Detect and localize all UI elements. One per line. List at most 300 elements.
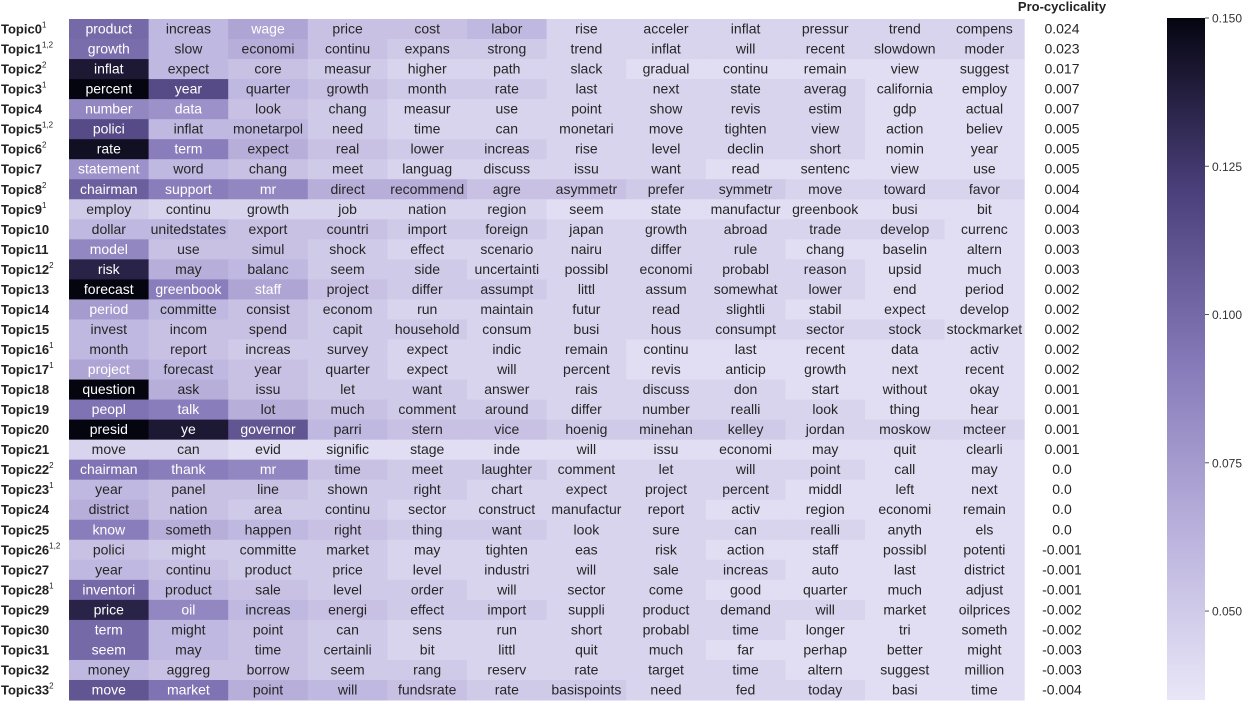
- cell-word: realli: [730, 401, 761, 418]
- topic-label: Topic30: [1, 622, 50, 638]
- cell-word: governor: [240, 421, 296, 438]
- cell-word: risk: [655, 541, 677, 558]
- cell-word: hous: [650, 320, 682, 337]
- cell-word: issu: [255, 381, 281, 398]
- cell-word: lower: [808, 280, 842, 297]
- cell-word: monetari: [559, 120, 614, 137]
- cell-word: someth: [165, 521, 212, 538]
- cell-word: probabl: [642, 621, 690, 638]
- cell-word: chairman: [80, 461, 138, 478]
- cell-word: start: [811, 381, 839, 398]
- cell-word: chairman: [80, 180, 138, 197]
- cell-word: project: [87, 361, 130, 378]
- topic-label: $Topic28^1$: [1, 581, 54, 598]
- cell-word: peopl: [91, 401, 126, 418]
- cell-word: move: [648, 120, 684, 137]
- cell-word: continu: [325, 501, 371, 518]
- cell-word: target: [648, 661, 684, 678]
- cell-word: might: [171, 541, 206, 558]
- cell-word: hear: [970, 401, 999, 418]
- cell-word: rais: [575, 381, 598, 398]
- procyclicality-value: 0.003: [1044, 220, 1080, 237]
- cell-word: import: [407, 220, 447, 237]
- cell-word: consum: [482, 320, 532, 337]
- cell-word: let: [658, 461, 674, 478]
- topic-superscript: 1,2: [41, 40, 54, 50]
- cell-word: growth: [326, 80, 369, 97]
- topic-label: $Topic0^1$: [1, 20, 47, 37]
- procyclicality-value: 0.0: [1052, 501, 1072, 518]
- cell-word: use: [495, 100, 519, 117]
- cell-word: word: [173, 160, 204, 177]
- cell-word: panel: [171, 481, 206, 498]
- cell-word: chang: [328, 100, 367, 117]
- cell-word: may: [413, 541, 441, 558]
- cell-word: product: [165, 581, 212, 598]
- topic-label: $Topic12^2$: [1, 260, 54, 277]
- cell-word: product: [244, 561, 292, 578]
- cell-word: increas: [484, 140, 530, 157]
- cell-word: remain: [963, 501, 1006, 518]
- cell-word: point: [252, 621, 284, 638]
- cell-word: possibl: [564, 260, 609, 277]
- topic-superscript: 1: [41, 200, 47, 210]
- cell-word: may: [811, 441, 839, 458]
- cell-word: right: [333, 521, 362, 538]
- cell-word: energi: [328, 601, 368, 618]
- topic-label: Topic20: [1, 422, 50, 438]
- cell-word: somewhat: [713, 280, 778, 297]
- procyclicality-value: 0.007: [1044, 100, 1080, 117]
- cell-word: seem: [569, 200, 604, 217]
- topic-label: Topic11: [1, 241, 49, 257]
- cell-word: growth: [87, 40, 130, 57]
- cell-word: far: [737, 641, 754, 658]
- procyclicality-value: 0.001: [1044, 421, 1080, 438]
- cell-word: hoenig: [565, 421, 608, 438]
- cell-word: committe: [160, 300, 217, 317]
- cell-word: next: [652, 80, 680, 97]
- cell-word: fed: [735, 681, 756, 698]
- cell-word: uncertainti: [474, 260, 540, 277]
- cell-word: sector: [567, 581, 606, 598]
- cell-word: year: [95, 481, 123, 498]
- cell-word: basi: [891, 681, 918, 698]
- cell-word: tighten: [724, 120, 767, 137]
- cell-word: develop: [959, 300, 1009, 317]
- procyclicality-value: -0.003: [1042, 641, 1082, 658]
- procyclicality-value: 0.001: [1044, 401, 1080, 418]
- cell-word: sure: [652, 521, 680, 538]
- topic-superscript: 2: [41, 180, 47, 190]
- procyclicality-header: Pro-cyclicality: [1017, 0, 1107, 14]
- cell-word: quarter: [325, 361, 370, 378]
- procyclicality-value: -0.001: [1042, 581, 1082, 598]
- cell-word: region: [805, 501, 845, 518]
- cell-word: let: [340, 381, 355, 398]
- cell-word: balanc: [247, 260, 289, 277]
- cell-word: ye: [181, 421, 196, 438]
- cell-word: aggreg: [166, 661, 211, 678]
- cell-word: level: [412, 561, 442, 578]
- cell-word: district: [964, 561, 1005, 578]
- cell-word: term: [174, 140, 203, 157]
- topic-superscript: 1: [49, 340, 54, 350]
- procyclicality-value: 0.005: [1044, 120, 1080, 137]
- cell-word: time: [413, 120, 441, 137]
- cell-word: expans: [404, 40, 450, 57]
- cell-word: probabl: [722, 260, 769, 277]
- cell-word: agre: [492, 180, 521, 197]
- cell-word: rang: [413, 661, 442, 678]
- cell-word: stage: [410, 441, 445, 458]
- procyclicality-value: -0.001: [1042, 541, 1082, 558]
- cell-word: slightli: [726, 300, 766, 317]
- cell-word: economi: [241, 40, 295, 57]
- cell-word: sector: [408, 501, 447, 518]
- cell-word: acceler: [643, 20, 689, 37]
- cell-word: product: [642, 601, 690, 618]
- cell-word: pressur: [801, 20, 849, 37]
- cell-word: look: [573, 521, 600, 538]
- cell-word: prefer: [647, 180, 685, 197]
- cell-word: want: [412, 381, 442, 398]
- cell-word: altern: [807, 661, 843, 678]
- cell-word: expect: [406, 341, 448, 357]
- cell-word: last: [575, 80, 598, 97]
- cell-word: may: [175, 641, 202, 658]
- topic-label: Topic26$^{1,2}$: [1, 541, 61, 558]
- colorbar-tick-label: 0.150: [1212, 11, 1243, 26]
- cell-word: around: [485, 401, 529, 418]
- cell-word: much: [887, 581, 922, 598]
- cell-word: point: [571, 100, 602, 117]
- cell-word: kelley: [727, 421, 764, 438]
- cell-word: expect: [565, 481, 608, 498]
- colorbar-tick-label: 0.100: [1212, 308, 1243, 323]
- topic-label: $Topic6^2$: [1, 140, 47, 157]
- cell-word: nation: [169, 501, 208, 518]
- cell-word: view: [811, 120, 840, 137]
- cell-word: anyth: [887, 521, 922, 538]
- procyclicality-value: 0.002: [1044, 300, 1080, 317]
- cell-word: altern: [966, 240, 1002, 257]
- cell-word: survey: [326, 341, 369, 357]
- cell-word: quarter: [245, 80, 291, 97]
- cell-word: moskow: [879, 421, 931, 438]
- cell-word: effect: [410, 601, 445, 618]
- procyclicality-value: 0.003: [1044, 240, 1080, 257]
- cell-word: will: [576, 561, 597, 578]
- cell-word: continu: [325, 40, 371, 57]
- topic-label: Topic21: [1, 442, 50, 458]
- cell-word: can: [495, 120, 519, 137]
- procyclicality-value: 0.002: [1044, 361, 1080, 378]
- cell-word: core: [254, 60, 282, 77]
- topic-superscript: 2: [41, 60, 47, 70]
- cell-word: continu: [723, 60, 769, 77]
- cell-word: happen: [244, 521, 292, 538]
- cell-word: price: [332, 561, 363, 578]
- cell-word: recent: [805, 341, 845, 357]
- colorbar-ticks: [1205, 12, 1242, 619]
- cell-word: number: [642, 401, 690, 418]
- cell-word: cost: [414, 20, 441, 37]
- cell-word: rise: [575, 20, 598, 37]
- cell-word: slow: [174, 40, 203, 57]
- cell-word: borrow: [246, 661, 290, 678]
- cell-word: increas: [245, 341, 291, 357]
- procyclicality-value: 0.003: [1044, 260, 1080, 277]
- cell-word: comment: [557, 461, 616, 478]
- procyclicality-value: 0.002: [1044, 341, 1080, 357]
- cell-word: year: [95, 561, 123, 578]
- cell-word: evid: [255, 441, 281, 458]
- cell-word: industri: [484, 561, 530, 578]
- cell-word: time: [254, 641, 282, 658]
- cell-word: inflat: [730, 20, 761, 37]
- cell-word: wage: [251, 20, 285, 37]
- cell-word: year: [970, 140, 999, 157]
- cell-word: fundsrate: [398, 681, 457, 698]
- cell-word: meet: [332, 160, 364, 177]
- topic-label: $Topic16^1$: [1, 340, 54, 357]
- cell-word: increas: [723, 561, 769, 578]
- cell-word: discuss: [642, 381, 690, 398]
- cell-word: mr: [259, 461, 277, 478]
- cell-word: presid: [89, 421, 128, 438]
- cell-word: suggest: [959, 60, 1009, 77]
- cell-word: mr: [259, 180, 277, 197]
- cell-word: foreign: [485, 220, 529, 237]
- cell-word: chang: [806, 240, 845, 257]
- topic-label: $Topic9^1$: [1, 200, 47, 217]
- cell-word: stabil: [808, 300, 842, 317]
- cell-word: will: [735, 40, 756, 57]
- procyclicality-value: 0.017: [1044, 60, 1080, 77]
- topic-label: Topic19: [1, 402, 50, 418]
- cell-word: short: [570, 621, 602, 638]
- topic-superscript: 1: [49, 361, 54, 371]
- cell-word: left: [895, 481, 915, 498]
- topic-label: $Topic33^2$: [1, 681, 54, 698]
- cell-word: sentenc: [800, 160, 850, 177]
- cell-word: use: [973, 160, 996, 177]
- cell-word: polici: [92, 120, 125, 137]
- cell-word: run: [496, 621, 517, 638]
- cell-word: minehan: [639, 421, 693, 438]
- cell-word: state: [650, 200, 682, 217]
- procyclicality-value: 0.005: [1044, 160, 1080, 177]
- cell-word: meet: [411, 461, 443, 478]
- cell-word: manufactur: [710, 200, 781, 217]
- procyclicality-value: 0.024: [1044, 20, 1080, 37]
- cell-word: percent: [85, 80, 133, 97]
- cell-word: money: [87, 661, 130, 678]
- cell-word: level: [651, 140, 681, 157]
- cell-word: dollar: [91, 220, 126, 237]
- cell-word: read: [651, 300, 681, 317]
- procyclicality-values: [1042, 21, 1082, 698]
- cell-word: question: [82, 381, 136, 398]
- cell-word: anticip: [725, 361, 766, 378]
- cell-word: effect: [410, 240, 445, 257]
- cell-word: view: [890, 160, 919, 177]
- cell-word: remain: [565, 341, 608, 357]
- topic-label: Topic13: [1, 281, 50, 297]
- cell-word: differ: [650, 240, 682, 257]
- procyclicality-value: -0.002: [1042, 621, 1082, 638]
- cell-word: differ: [570, 401, 602, 418]
- cell-word: certainli: [323, 641, 372, 658]
- cell-word: time: [971, 681, 998, 698]
- cell-word: rate: [96, 140, 121, 157]
- cell-word: lot: [260, 401, 276, 418]
- procyclicality-value: 0.0: [1052, 481, 1072, 498]
- cell-word: staff: [254, 280, 282, 297]
- cell-word: thing: [889, 401, 920, 418]
- cell-word: laughter: [481, 461, 533, 478]
- cell-word: abroad: [723, 220, 768, 237]
- cell-word: els: [975, 521, 994, 538]
- cell-word: million: [964, 661, 1005, 678]
- cell-word: bit: [977, 200, 992, 217]
- cell-word: last: [893, 561, 916, 578]
- cell-word: rate: [494, 681, 519, 698]
- topic-label: Topic7: [1, 161, 42, 177]
- cell-word: moder: [964, 40, 1005, 57]
- cell-word: stock: [888, 320, 922, 337]
- cell-word: sens: [412, 621, 442, 638]
- cell-word: adjust: [965, 581, 1004, 598]
- cell-word: differ: [411, 280, 443, 297]
- cell-word: expect: [167, 60, 210, 77]
- cell-word: indic: [492, 341, 522, 357]
- cell-word: might: [967, 641, 1002, 658]
- cell-word: want: [651, 160, 681, 177]
- cell-word: japan: [569, 220, 604, 237]
- procyclicality-value: 0.001: [1044, 441, 1080, 458]
- colorbar-tick-label: 0.075: [1212, 456, 1243, 471]
- cell-word: rise: [575, 140, 598, 157]
- cell-word: may: [971, 461, 998, 478]
- topic-label: Topic10: [1, 221, 50, 237]
- topic-superscript: 1: [41, 20, 47, 30]
- cell-word: thank: [171, 461, 206, 478]
- cell-word: slack: [570, 60, 603, 77]
- topic-label: Topic1$^{1,2}$: [1, 40, 54, 57]
- cell-word: order: [410, 581, 444, 598]
- cell-word: stern: [411, 421, 443, 438]
- cell-word: inventori: [82, 581, 136, 598]
- cell-word: sale: [255, 581, 281, 598]
- cell-word: slowdown: [874, 40, 936, 57]
- cell-word: job: [338, 200, 357, 217]
- cell-word: need: [650, 681, 682, 698]
- procyclicality-value: 0.023: [1044, 40, 1080, 57]
- cell-word: rate: [494, 80, 519, 97]
- cell-word: increas: [165, 20, 211, 37]
- topic-superscript: 1,2: [49, 541, 61, 551]
- topic-label: Topic27: [1, 562, 50, 578]
- cell-word: assum: [645, 280, 687, 297]
- procyclicality-value: 0.007: [1044, 80, 1080, 97]
- cell-word: know: [92, 521, 126, 538]
- cell-word: rate: [574, 661, 599, 678]
- cell-word: oilprices: [958, 601, 1011, 618]
- cell-word: gradual: [642, 60, 690, 77]
- cell-word: invest: [90, 320, 128, 337]
- colorbar-tick-label: 0.050: [1212, 604, 1243, 619]
- cell-word: suppli: [568, 601, 605, 618]
- cell-word: action: [726, 541, 765, 558]
- topic-superscript: 2: [49, 461, 54, 471]
- cell-word: level: [333, 581, 362, 598]
- cell-word: seem: [91, 641, 126, 658]
- cell-word: today: [808, 681, 843, 698]
- cell-word: quarter: [803, 581, 848, 598]
- cell-word: year: [174, 80, 203, 97]
- cell-word: thing: [412, 521, 443, 538]
- topic-superscript: 2: [41, 140, 47, 150]
- cell-word: manufactur: [551, 501, 622, 518]
- cell-word: term: [94, 621, 123, 638]
- cell-word: right: [413, 481, 441, 498]
- colorbar-tick-label: 0.125: [1212, 159, 1243, 174]
- cell-word: maintain: [480, 300, 534, 317]
- procyclicality-value: 0.004: [1044, 180, 1080, 197]
- cell-word: simul: [251, 240, 285, 257]
- cell-word: continu: [643, 341, 689, 357]
- cell-word: want: [492, 521, 522, 538]
- cell-word: risk: [97, 260, 120, 277]
- topic-label: Topic32: [1, 662, 50, 678]
- cell-word: compens: [955, 20, 1013, 37]
- cell-word: expect: [247, 140, 289, 157]
- cell-word: gdp: [893, 100, 917, 117]
- topic-superscript: 1: [41, 80, 47, 90]
- cell-word: revis: [730, 100, 761, 117]
- cell-word: growth: [804, 361, 847, 378]
- cell-word: favor: [968, 180, 1000, 197]
- cell-word: market: [167, 681, 210, 698]
- cell-word: remain: [803, 60, 847, 77]
- cell-word: recent: [805, 40, 845, 57]
- cell-word: construct: [478, 501, 536, 518]
- cell-word: chart: [491, 481, 523, 498]
- cell-word: toward: [883, 180, 926, 197]
- cell-word: better: [886, 641, 923, 658]
- topic-label: Topic14: [1, 301, 50, 317]
- cell-word: last: [734, 341, 757, 357]
- topic-label: $Topic23^1$: [1, 481, 54, 498]
- cell-word: lower: [410, 140, 444, 157]
- cell-word: much: [330, 401, 365, 418]
- cell-word: rule: [733, 240, 758, 257]
- cell-word: real: [335, 140, 360, 157]
- cell-word: report: [170, 341, 207, 357]
- cell-word: much: [648, 641, 684, 658]
- cell-word: statement: [78, 160, 140, 177]
- cell-word: unitedstates: [150, 220, 227, 237]
- cell-word: vice: [494, 421, 520, 438]
- cell-word: percent: [722, 481, 769, 498]
- cell-word: price: [332, 20, 363, 37]
- cell-word: forecast: [83, 280, 134, 297]
- cell-word: use: [177, 240, 200, 257]
- cell-word: district: [88, 501, 130, 518]
- cell-word: inde: [493, 441, 521, 458]
